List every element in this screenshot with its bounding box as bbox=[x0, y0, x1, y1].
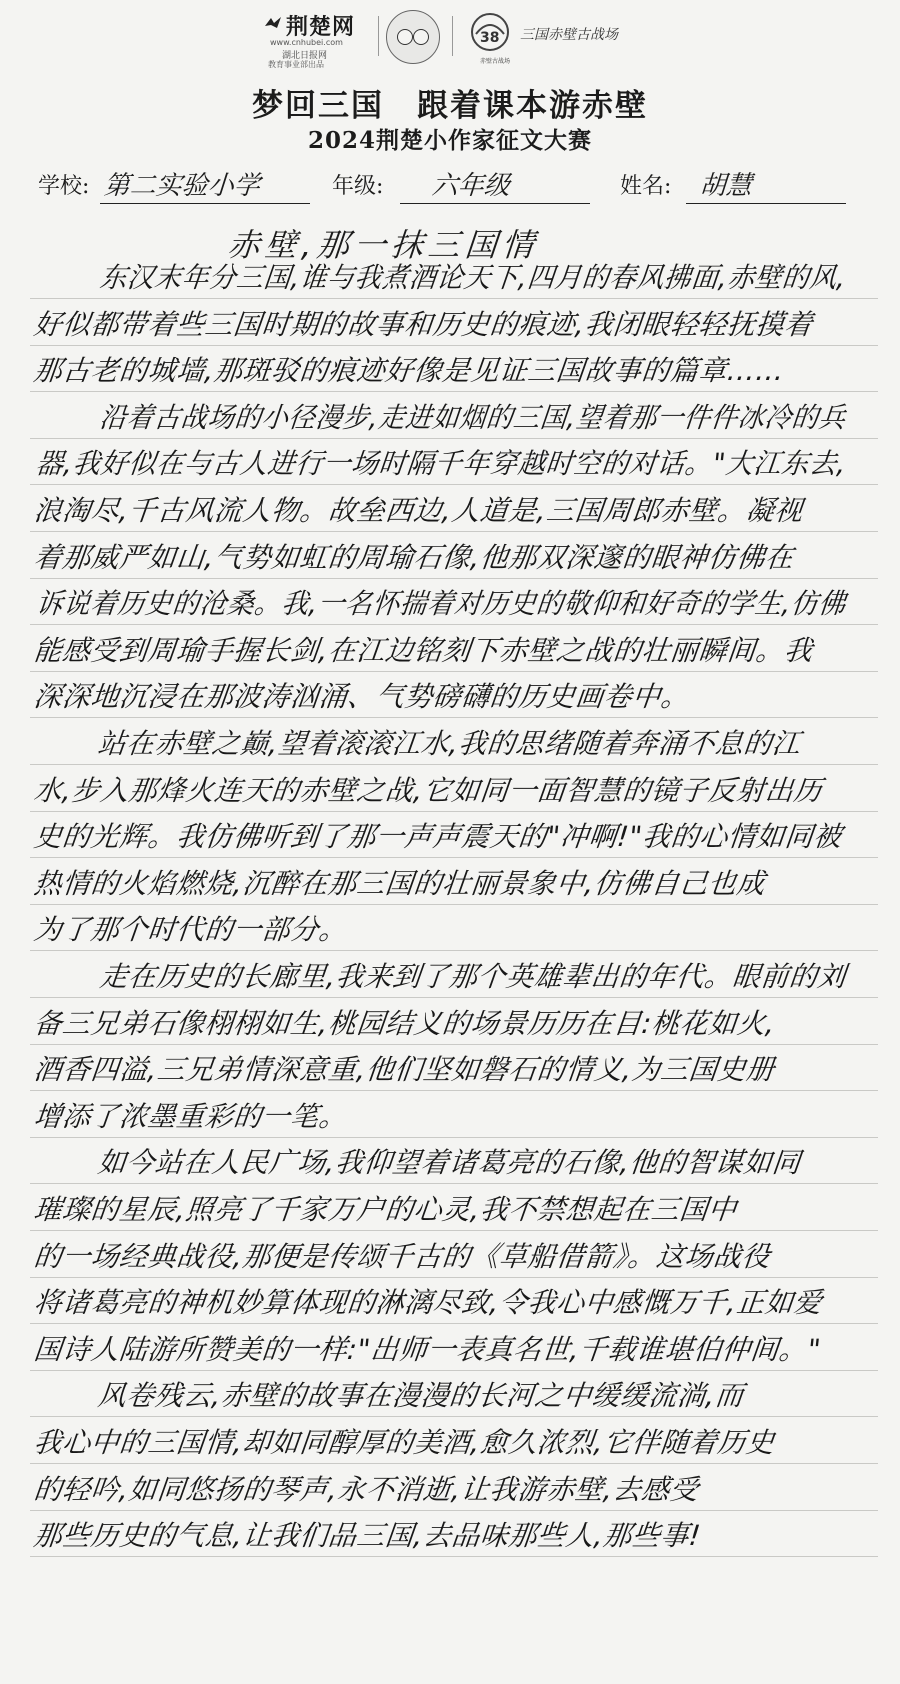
contest-subtitle: 2024荆楚小作家征文大赛 bbox=[307, 127, 592, 154]
essay-title: 赤壁,那一抹三国情 bbox=[226, 226, 541, 264]
chibi-scenic-logo-icon bbox=[466, 10, 514, 62]
essay-line-text: 我心中的三国情,却如同醇厚的美酒,愈久浓烈,它伴随着历史 bbox=[32, 1426, 777, 1459]
essay-line-text: 的一场经典战役,那便是传颂千古的《草船借箭》。这场战役 bbox=[32, 1239, 772, 1273]
essay-line bbox=[0, 534, 900, 580]
essay-line bbox=[0, 767, 900, 813]
essay-line bbox=[0, 906, 900, 952]
jingchu-logo bbox=[262, 8, 380, 69]
essay-line-text: 史的光辉。我仿佛听到了那一声声震天的"冲啊!"我的心情如同被 bbox=[32, 820, 844, 854]
essay-line bbox=[0, 1372, 900, 1418]
essay-line-text: 深深地沉浸在那波涛汹涌、气势磅礴的历史画卷中。 bbox=[32, 680, 692, 714]
essay-line-text: 好似都带着些三国时期的故事和历史的痕迹,我闭眼轻轻抚摸着 bbox=[32, 307, 815, 341]
essay-line bbox=[0, 1466, 900, 1512]
essay-line-text: 将诸葛亮的神机妙算体现的淋漓尽致,令我心中感慨万千,正如爱 bbox=[32, 1286, 824, 1320]
name-label: 姓名: bbox=[620, 174, 672, 199]
chibi-logo-label: 赤壁古战场 bbox=[480, 58, 511, 65]
essay-line-text: 器,我好似在与古人进行一场时隔千年穿越时空的对话。"大江东去, bbox=[34, 447, 848, 481]
essay-line bbox=[0, 953, 900, 999]
school-value: 第二实验小学 bbox=[102, 171, 261, 201]
essay-line bbox=[0, 720, 900, 766]
kid-face-icon bbox=[397, 29, 413, 45]
essay-line bbox=[0, 301, 900, 347]
svg-text:38: 38 bbox=[480, 30, 500, 46]
essay-line-text: 东汉末年分三国,谁与我煮酒论天下,四月的春风拂面,赤壁的风, bbox=[98, 261, 848, 294]
kid-face-icon bbox=[413, 29, 429, 45]
essay-line bbox=[0, 394, 900, 440]
essay-line bbox=[0, 254, 900, 300]
essay-line-text: 国诗人陆游所赞美的一样:"出师一表真名世,千载谁堪伯仲间。" bbox=[32, 1332, 823, 1366]
essay-line-text: 备三兄弟石像栩栩如生,桃园结义的场景历历在目:桃花如火, bbox=[32, 1006, 777, 1040]
essay-line-text: 水,步入那烽火连天的赤壁之战,它如同一面智慧的镜子反射出历 bbox=[32, 773, 824, 807]
grade-value: 六年级 bbox=[430, 171, 511, 201]
essay-line-text: 风卷残云,赤壁的故事在漫漫的长河之中缓缓流淌,而 bbox=[96, 1379, 746, 1413]
school-underline bbox=[100, 203, 310, 205]
essay-line bbox=[0, 580, 900, 626]
essay-line-text: 酒香四溢,三兄弟情深意重,他们坚如磐石的情义,为三国史册 bbox=[32, 1053, 777, 1087]
school-label: 学校: bbox=[38, 174, 90, 199]
essay-line bbox=[0, 1139, 900, 1185]
essay-line bbox=[0, 1046, 900, 1092]
header-logos bbox=[0, 0, 900, 72]
essay-line-text: 能感受到周瑜手握长剑,在江边铭刻下赤壁之战的壮丽瞬间。我 bbox=[32, 633, 815, 667]
contest-badge-icon bbox=[386, 10, 440, 64]
essay-line bbox=[0, 1186, 900, 1232]
essay-line-text: 着那威严如山,气势如虹的周瑜石像,他那双深邃的眼神仿佛在 bbox=[32, 540, 796, 574]
essay-line bbox=[0, 627, 900, 673]
page-title: 梦回三国 跟着课本游赤壁 bbox=[252, 88, 648, 124]
essay-line bbox=[0, 1326, 900, 1372]
essay-line bbox=[0, 487, 900, 533]
essay-line-text: 那些历史的气息,让我们品三国,去品味那些人,那些事! bbox=[32, 1519, 703, 1553]
essay-line-text: 为了那个时代的一部分。 bbox=[32, 913, 350, 947]
name-underline bbox=[686, 203, 846, 205]
essay-line-text: 站在赤壁之巅,望着滚滚江水,我的思绪随着奔涌不息的江 bbox=[96, 727, 803, 760]
essay-line bbox=[0, 1000, 900, 1046]
essay-line-text: 走在历史的长廊里,我来到了那个英雄辈出的年代。眼前的刘 bbox=[98, 960, 848, 993]
jingchu-mark-icon bbox=[262, 14, 284, 36]
essay-line bbox=[0, 440, 900, 486]
essay-line bbox=[0, 1093, 900, 1139]
essay-line-text: 那古老的城墙,那斑驳的痕迹好像是见证三国故事的篇章…… bbox=[32, 354, 786, 388]
essay-line-text: 增添了浓墨重彩的一笔。 bbox=[32, 1099, 350, 1133]
chibi-logo-name: 三国赤壁古战场 bbox=[520, 27, 618, 43]
grade-underline bbox=[400, 203, 590, 205]
essay-line-text: 的轻吟,如同悠扬的琴声,永不消逝,让我游赤壁,去感受 bbox=[32, 1472, 701, 1506]
essay-line bbox=[0, 673, 900, 719]
essay-line bbox=[0, 1279, 900, 1325]
essay-line-text: 浪淘尽,千古风流人物。故垒西边,人道是,三国周郎赤壁。凝视 bbox=[32, 494, 805, 527]
essay-line bbox=[0, 347, 900, 393]
grade-label: 年级: bbox=[332, 174, 384, 199]
logo-divider bbox=[378, 16, 379, 56]
essay-line-text: 诉说着历史的沧桑。我,一名怀揣着对历史的敬仰和好奇的学生,仿佛 bbox=[34, 587, 848, 621]
jingchu-sub2: 教育事业部出品 bbox=[268, 60, 324, 69]
essay-line bbox=[0, 1419, 900, 1465]
essay-line-text: 沿着古战场的小径漫步,走进如烟的三国,望着那一件件冰冷的兵 bbox=[98, 400, 848, 434]
entry-info-row bbox=[0, 158, 900, 204]
essay-line bbox=[0, 860, 900, 906]
essay-line bbox=[0, 1233, 900, 1279]
logo-divider bbox=[452, 16, 453, 56]
jingchu-sub1: 湖北日报网 bbox=[282, 51, 328, 61]
essay-line-text: 璀璨的星辰,照亮了千家万户的心灵,我不禁想起在三国中 bbox=[32, 1193, 739, 1226]
jingchu-site: www.cnhubei.com bbox=[270, 38, 343, 47]
name-value: 胡慧 bbox=[698, 171, 753, 201]
essay-line-text: 热情的火焰燃烧,沉醉在那三国的壮丽景象中,仿佛自己也成 bbox=[32, 866, 767, 900]
essay-line-text: 如今站在人民广场,我仰望着诸葛亮的石像,他的智谋如同 bbox=[96, 1146, 803, 1180]
essay-line bbox=[0, 1512, 900, 1558]
jingchu-brand: 荆楚网 bbox=[286, 14, 356, 40]
essay-line bbox=[0, 813, 900, 859]
